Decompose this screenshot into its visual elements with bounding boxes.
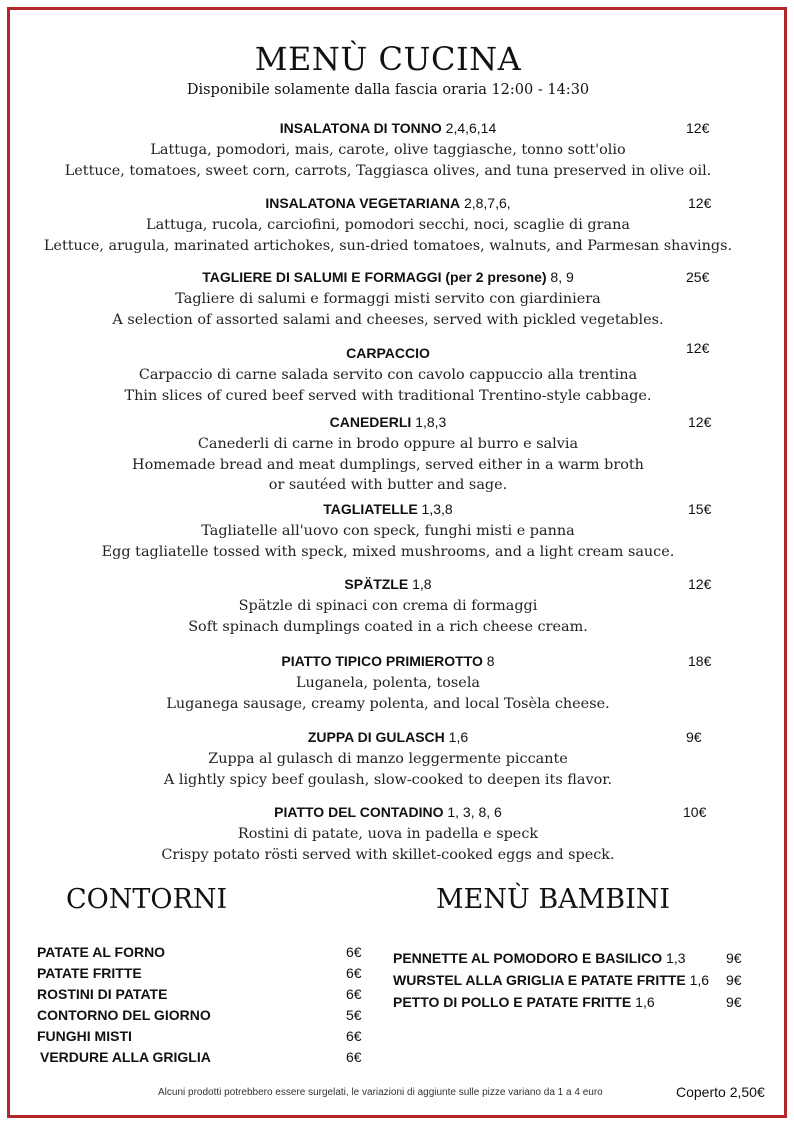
kids-item-name: PETTO DI POLLO E PATATE FRITTE	[393, 994, 632, 1010]
list-item	[393, 991, 753, 1013]
list-item	[37, 942, 367, 963]
menu-subtitle: Disponibile solamente dalla fascia oraria 12:00 - 14:30	[186, 82, 590, 98]
item-price: 12€	[688, 576, 712, 592]
item-price: 12€	[688, 414, 712, 430]
kids-item-price: 9€	[726, 972, 742, 988]
item-allergens: 1,8,3	[411, 414, 447, 430]
item-price: 12€	[686, 120, 710, 136]
list-item	[37, 1005, 367, 1026]
item-description-it: Tagliere di salumi e formaggi misti servito con giardiniera	[175, 291, 601, 307]
menu-item	[0, 412, 776, 496]
item-allergens: 2,4,6,14	[441, 120, 497, 136]
item-name: INSALATONA VEGETARIANA	[265, 195, 461, 211]
side-name: VERDURE ALLA GRIGLIA	[40, 1049, 211, 1065]
kids-item-name: PENNETTE AL POMODORO E BASILICO	[393, 950, 663, 966]
list-item	[37, 963, 367, 984]
side-name: CONTORNO DEL GIORNO	[37, 1007, 211, 1023]
item-description-it: Canederli di carne in brodo oppure al burro e salvia	[197, 436, 579, 452]
item-name: PIATTO TIPICO PRIMIEROTTO	[281, 653, 483, 669]
side-name: FUNGHI MISTI	[37, 1028, 132, 1044]
bambini-list	[393, 947, 753, 1013]
item-price: 12€	[688, 195, 712, 211]
item-description-en: Soft spinach dumplings coated in a rich cheese cream.	[188, 618, 588, 635]
kids-item-price: 9€	[726, 950, 742, 966]
item-description-en: Lettuce, tomatoes, sweet corn, carrots, Taggiasca olives, and tuna preserved in olive oil.	[64, 162, 712, 179]
kids-item-allergens: 1,3	[662, 950, 686, 966]
item-description-it: Zuppa al gulasch di manzo leggermente piccante	[208, 751, 568, 767]
side-price: 6€	[346, 1028, 362, 1044]
menu-item	[0, 651, 776, 714]
item-description-en: Crispy potato rösti served with skillet-cooked eggs and speck.	[161, 846, 615, 863]
list-item	[40, 1047, 370, 1068]
item-description-en: A lightly spicy beef goulash, slow-cooked to deepen its flavor.	[163, 771, 613, 788]
item-description-it: Lattuga, rucola, carciofini, pomodori secchi, noci, scaglie di grana	[146, 217, 630, 233]
item-name: CARPACCIO	[346, 345, 430, 361]
item-description-it: Luganela, polenta, tosela	[295, 675, 481, 691]
item-description-en: Homemade bread and meat dumplings, served either in a warm broth	[132, 456, 644, 473]
menu-item	[0, 727, 776, 790]
list-item	[393, 969, 753, 991]
menu-item	[0, 267, 776, 330]
footer-note: Alcuni prodotti potrebbero essere surgelati, le variazioni di aggiunte sulle pizze variano da 1 a 4 euro	[158, 1087, 603, 1098]
item-description-it: Spätzle di spinaci con crema di formaggi	[238, 598, 538, 614]
kids-item-allergens: 1,6	[685, 972, 710, 988]
item-description-en: Egg tagliatelle tossed with speck, mixed mushrooms, and a light cream sauce.	[101, 543, 675, 560]
menu-item	[0, 574, 776, 637]
side-price: 6€	[346, 965, 362, 981]
item-name: TAGLIATELLE	[323, 501, 418, 517]
kids-item-name: WURSTEL ALLA GRIGLIA E PATATE FRITTE	[393, 972, 686, 988]
item-allergens: 8	[482, 653, 495, 669]
item-price: 9€	[686, 729, 702, 745]
item-description-it: Rostini di patate, uova in padella e speck	[237, 826, 539, 842]
item-allergens: 1, 3, 8, 6	[443, 804, 502, 820]
item-allergens: 1,3,8	[417, 501, 453, 517]
menu-title: MENÙ CUCINA	[254, 40, 522, 78]
kids-item-allergens: 1,6	[631, 994, 655, 1010]
item-price: 18€	[688, 653, 712, 669]
item-price: 25€	[686, 269, 710, 285]
item-description-en-2: or sautéed with butter and sage.	[268, 477, 508, 493]
contorni-title: CONTORNI	[66, 884, 228, 915]
item-allergens: 2,8,7,6,	[460, 195, 511, 211]
list-item	[37, 1026, 367, 1047]
item-name: PIATTO DEL CONTADINO	[274, 804, 444, 820]
side-name: ROSTINI DI PATATE	[37, 986, 168, 1002]
contorni-list	[37, 942, 367, 1068]
item-description-en: A selection of assorted salami and cheeses, served with pickled vegetables.	[112, 311, 664, 328]
list-item	[37, 984, 367, 1005]
item-price: 12€	[686, 340, 710, 356]
item-allergens: 8, 9	[546, 269, 574, 285]
side-name: PATATE FRITTE	[37, 965, 142, 981]
kids-item-price: 9€	[726, 994, 742, 1010]
side-price: 6€	[346, 986, 362, 1002]
menu-item	[0, 499, 776, 562]
menu-item	[0, 118, 776, 181]
item-description-it: Carpaccio di carne salada servito con cavolo cappuccio alla trentina	[138, 367, 638, 383]
menu-item	[0, 193, 776, 256]
item-name: TAGLIERE DI SALUMI E FORMAGGI (per 2 presone)	[202, 269, 547, 285]
item-description-it: Tagliatelle all'uovo con speck, funghi misti e panna	[201, 523, 575, 539]
item-description-en: Thin slices of cured beef served with traditional Trentino-style cabbage.	[124, 387, 652, 404]
item-name: ZUPPA DI GULASCH	[307, 729, 445, 745]
coperto-price: Coperto 2,50€	[676, 1084, 765, 1100]
item-description-it: Lattuga, pomodori, mais, carote, olive taggiasche, tonno sott'olio	[150, 142, 626, 158]
item-allergens: 1,6	[444, 729, 469, 745]
menu-item	[0, 802, 776, 865]
item-description-en: Luganega sausage, creamy polenta, and local Tosèla cheese.	[166, 695, 610, 712]
side-price: 5€	[346, 1007, 362, 1023]
side-price: 6€	[346, 1049, 362, 1065]
item-price: 10€	[683, 804, 707, 820]
bambini-title: MENÙ BAMBINI	[436, 884, 671, 915]
side-name: PATATE AL FORNO	[37, 944, 166, 960]
side-price: 6€	[346, 944, 362, 960]
item-name: CANEDERLI	[329, 414, 412, 430]
menu-item	[0, 340, 776, 406]
item-name: SPÄTZLE	[344, 576, 409, 592]
item-name: INSALATONA DI TONNO	[279, 120, 442, 136]
item-description-en: Lettuce, arugula, marinated artichokes, sun-dried tomatoes, walnuts, and Parmesan shavings.	[43, 237, 733, 254]
list-item	[393, 947, 753, 969]
item-allergens: 1,8	[408, 576, 432, 592]
item-price: 15€	[688, 501, 712, 517]
